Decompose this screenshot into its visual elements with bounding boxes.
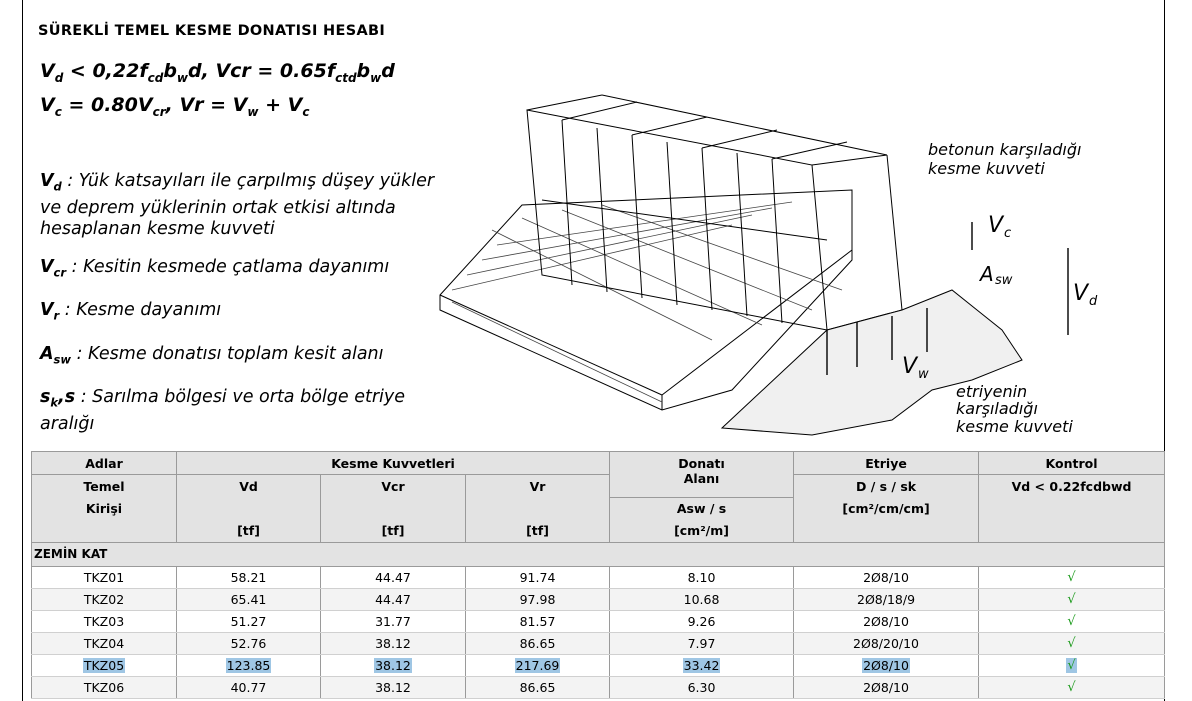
- check-mark-icon: √: [979, 588, 1165, 610]
- section-row: [32, 542, 1165, 566]
- formula-line-2: $V_c = 0.80V_{cr}$, $Vr = V_w + V_c$: [40, 94, 310, 119]
- svg-text:A: A: [980, 262, 994, 286]
- check-mark-icon: √: [979, 610, 1165, 632]
- svg-text:kesme kuvveti: kesme kuvveti: [956, 417, 1073, 436]
- svg-text:betonun karşıladığı: betonun karşıladığı: [928, 140, 1082, 159]
- shear-calculation-table: [31, 451, 1165, 699]
- svg-text:d: d: [1089, 294, 1098, 309]
- svg-text:kesme kuvveti: kesme kuvveti: [928, 159, 1045, 178]
- formula-line-1: $V_d < 0,22f_{cd}b_wd$, Vcr = $0.65f_{ctd}b_wd$: [40, 60, 395, 85]
- svg-text:etriyenin: etriyenin: [956, 382, 1028, 401]
- header-check-formula: Vd < 0.22fcdbwd: [979, 475, 1165, 498]
- table-header-row-1: [32, 452, 1165, 475]
- page-title: SÜREKLİ TEMEL KESME DONATISI HESABI: [38, 23, 386, 39]
- header-asw-s: Asw / s: [610, 497, 794, 520]
- definition-vd: $V_d$ : Yük katsayıları ile çarpılmış düşey yükler ve deprem yüklerinin ortak etkisi altında hesaplanan kesme kuvveti: [40, 171, 435, 239]
- check-mark-icon: √: [979, 566, 1165, 588]
- table-row: TKZ03 51.27 31.77 81.57 9.26 2Ø8/10 √: [32, 610, 1165, 632]
- section-title: ZEMİN KAT: [32, 542, 1165, 566]
- svg-text:c: c: [1004, 226, 1012, 241]
- header-donati-alani: Donatı Alanı: [610, 452, 794, 498]
- header-vd: Vd: [177, 475, 321, 498]
- table-header-units: [32, 520, 1165, 543]
- definition-asw: $A_{sw}$ : Kesme donatısı toplam kesit alanı: [40, 344, 384, 367]
- page-border-left: [22, 0, 23, 701]
- check-mark-icon: √: [979, 632, 1165, 654]
- header-kesme-kuvvetleri: Kesme Kuvvetleri: [177, 452, 610, 475]
- table-header-row-2: [32, 475, 1165, 498]
- header-kirisi: Kirişi: [32, 497, 177, 520]
- table-row: TKZ02 65.41 44.47 97.98 10.68 2Ø8/18/9 √: [32, 588, 1165, 610]
- check-mark-icon: √: [979, 654, 1165, 676]
- table-row: TKZ01 58.21 44.47 91.74 8.10 2Ø8/10 √: [32, 566, 1165, 588]
- header-temel: Temel: [32, 475, 177, 498]
- unit-vr: [tf]: [466, 520, 610, 543]
- table-row-selected[interactable]: TKZ05 123.85 38.12 217.69 33.42 2Ø8/10 √: [32, 654, 1165, 676]
- header-vr: Vr: [466, 475, 610, 498]
- definition-vr: $V_r$ : Kesme dayanımı: [40, 300, 222, 323]
- header-etriye-unit: [cm²/cm/cm]: [794, 497, 979, 520]
- unit-vcr: [tf]: [321, 520, 466, 543]
- definition-sk-s: $s_k,s$ : Sarılma bölgesi ve orta bölge etriye aralığı: [40, 387, 406, 434]
- table-row: TKZ06 40.77 38.12 86.65 6.30 2Ø8/10 √: [32, 676, 1165, 698]
- svg-text:karşıladığı: karşıladığı: [956, 399, 1038, 418]
- unit-vd: [tf]: [177, 520, 321, 543]
- header-etriye: Etriye: [794, 452, 979, 475]
- unit-asw: [cm²/m]: [610, 520, 794, 543]
- svg-text:w: w: [918, 367, 929, 382]
- table-header-row-3: [32, 497, 1165, 520]
- header-d-s-sk: D / s / sk: [794, 475, 979, 498]
- reinforcement-diagram: [432, 90, 1132, 442]
- header-vcr: Vcr: [321, 475, 466, 498]
- header-kontrol: Kontrol: [979, 452, 1165, 475]
- svg-text:V: V: [988, 213, 1004, 238]
- header-adlar: Adlar: [32, 452, 177, 475]
- svg-text:sw: sw: [995, 273, 1013, 288]
- svg-text:V: V: [1073, 281, 1089, 306]
- svg-text:V: V: [902, 354, 918, 379]
- table-row: TKZ04 52.76 38.12 86.65 7.97 2Ø8/20/10 √: [32, 632, 1165, 654]
- check-mark-icon: √: [979, 676, 1165, 698]
- definition-vcr: $V_{cr}$ : Kesitin kesmede çatlama dayanımı: [40, 257, 390, 280]
